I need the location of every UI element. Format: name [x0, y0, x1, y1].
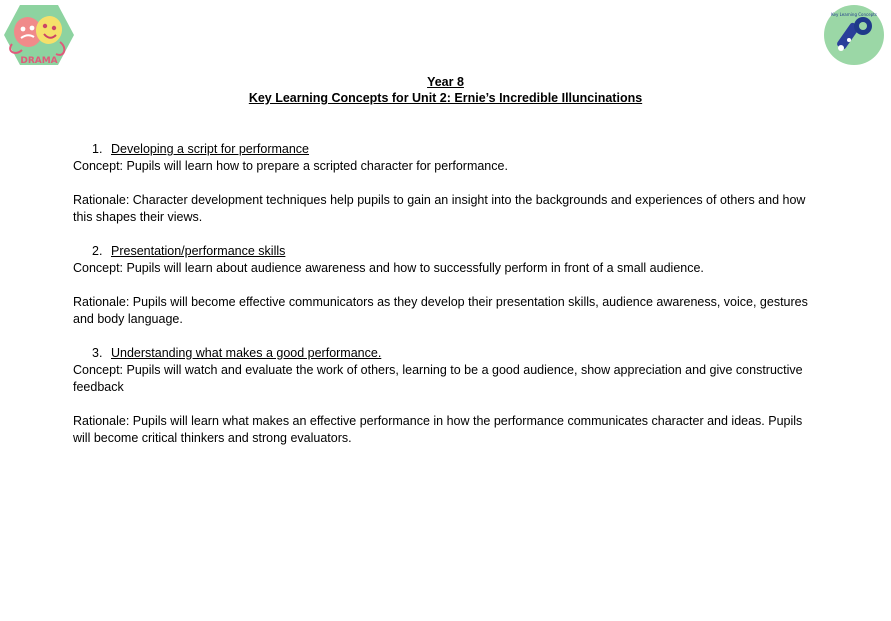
year-heading: Year 8: [427, 75, 464, 89]
concept-heading-1: [73, 141, 813, 158]
item-number: 3.: [92, 346, 103, 360]
drama-logo-text: DRAMA: [20, 56, 58, 66]
concepts-list: [73, 141, 813, 447]
item-number: 2.: [92, 244, 103, 258]
item-number: 1.: [92, 142, 103, 156]
concept-heading-3: [73, 345, 813, 362]
item-heading-text: Understanding what makes a good performance.: [111, 346, 382, 360]
rationale-text-1: Rationale: Character development techniques help pupils to gain an insight into the backgrounds and experiences of others and how this shapes their views.: [73, 193, 806, 224]
item-heading-text: Developing a script for performance: [111, 142, 310, 156]
concept-text-2: Concept: Pupils will learn about audience awareness and how to successfully perform in front of a small audience.: [73, 261, 704, 275]
key-learning-logo: [823, 4, 885, 66]
rationale-text-3: Rationale: Pupils will learn what makes an effective performance in how the performance communicates character and ideas. Pupils will become critical thinkers and strong evaluators.: [73, 414, 803, 445]
drama-logo: [2, 2, 76, 68]
rationale-text-2: Rationale: Pupils will become effective communicators as they develop their presentation skills, audience awareness, voice, gestures and body language.: [73, 295, 808, 326]
document-title: [0, 74, 891, 106]
key-learning-logo-text: Key Learning Concepts: [831, 12, 877, 17]
drama-masks-icon: [2, 2, 76, 68]
item-heading-text: Presentation/performance skills: [111, 244, 286, 258]
concept-text-1: Concept: Pupils will learn how to prepare a scripted character for performance.: [73, 159, 508, 173]
concept-text-3: Concept: Pupils will watch and evaluate the work of others, learning to be a good audience, show appreciation and give constructive feedback: [73, 363, 803, 394]
key-learning-icon: [823, 4, 885, 66]
concept-heading-2: [73, 243, 813, 260]
unit-title: Key Learning Concepts for Unit 2: Ernie’s Incredible Illuncinations: [248, 91, 643, 105]
